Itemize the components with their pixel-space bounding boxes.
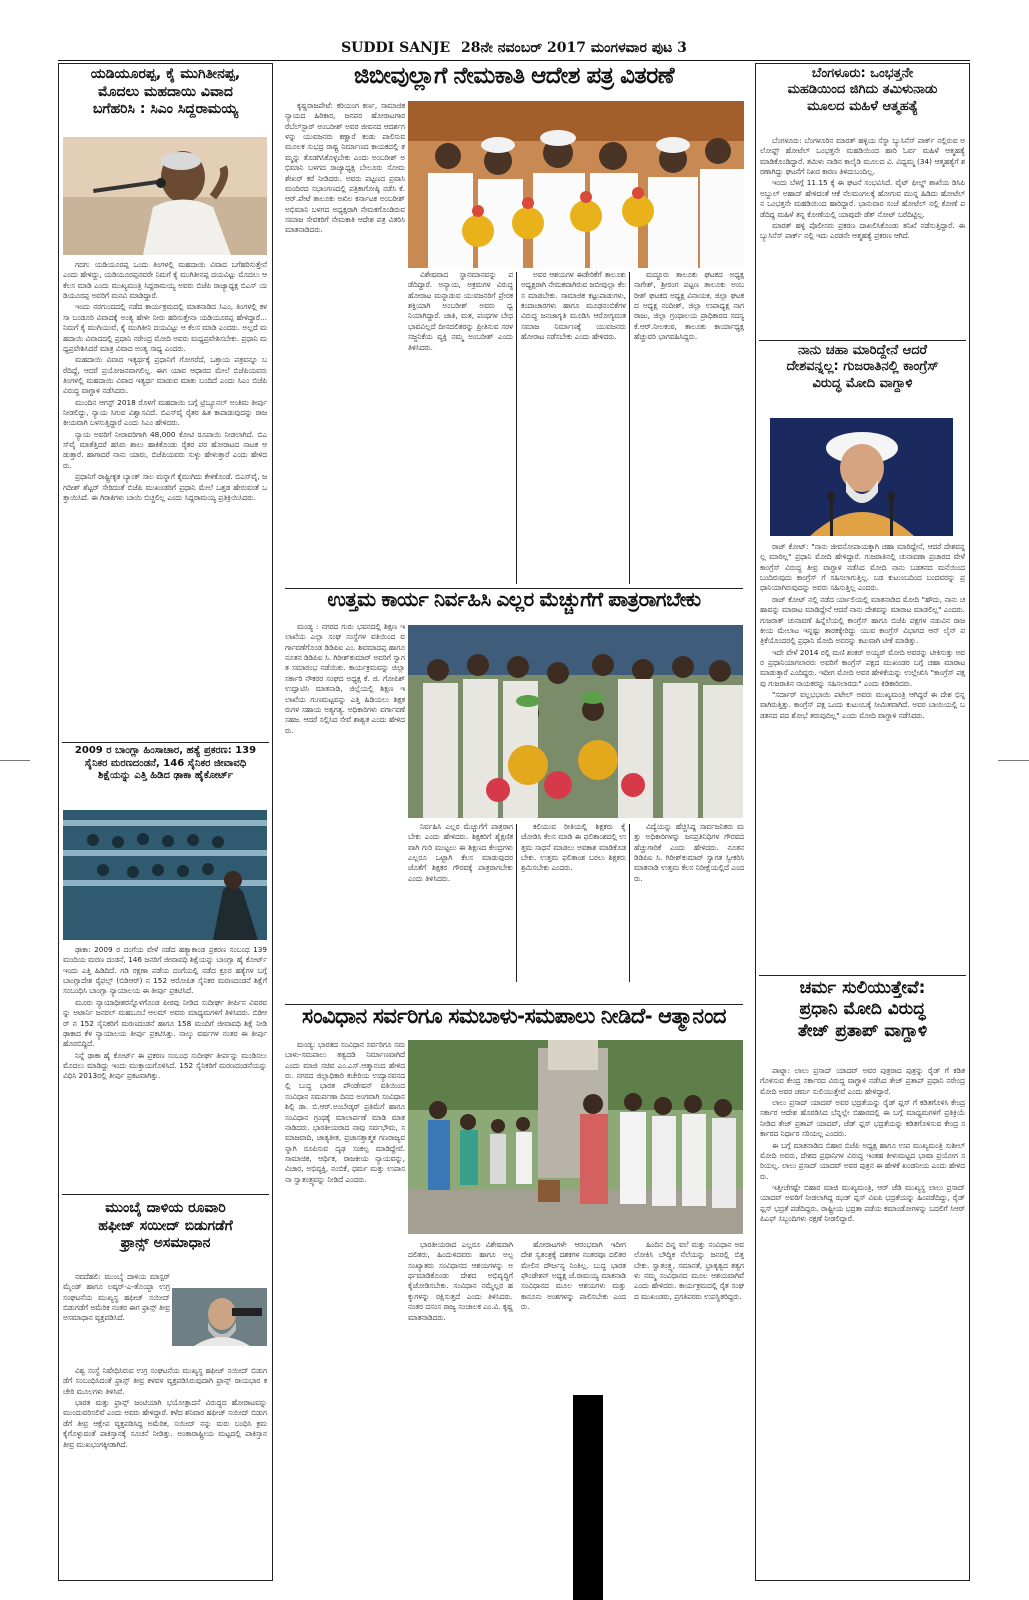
- page-masthead: [58, 40, 970, 60]
- left-story3-headline-line1: ಮುಂಬೈ ದಾಳಿಯ ರೂವಾರಿ: [105, 1200, 226, 1216]
- center-story1-para: ಅವರ ಆಶಯಗಳ ಈಡೇರಿಕೆಗೆ ತಾಲೂಕು ಅಧ್ಯಕ್ಷರಾಗಿ ನೇಮಕವಾಗಿರುವ ಜಬೀವುಲ್ಲಾ ಕೆಲಸ ಮಾಡಬೇಕು. ಸಾಮಾಜಿಕ ಕಟ್ಟುಪಾಡುಗಳು, ಕಂದಾಚಾರಗಳು ಹಾಗೂ ಮೂಢನಂಬಿಕೆಗಳ ವಿರುದ್ಧ ಜನಜಾಗೃತಿ ಮೂಡಿಸಿ ಆರೋಗ್ಯವಂತ ಸಮಾಜ ನಿರ್ಮಾಣಕ್ಕೆ ಯುವಜನರು ಹೋರಾಟ ನಡೆಸಬೇಕು ಎಂದು ಹೇಳಿದರು.: [521, 270, 626, 342]
- left-story3-intro-para: ನವದೆಹಲಿ: ಮುಂಬೈ ದಾಳಿಯ ಮಾಸ್ಟರ್ ಮೈಂಡ್ ಹಾಗೂ ಲಷ್ಕರ್-ಎ-ತೊಯ್ಬಾ ಉಗ್ರ ಸಂಘಟನೆಯ ಮುಖ್ಯಸ್ಥ ಹಫೀಜ್ ಸಯೀದ್ ಬಿಡುಗಡೆಗೆ ಅಮೆರಿಕ ನಂತರ ಈಗ ಫ್ರಾನ್ಸ್ ತೀವ್ರ ಅಸಮಾಧಾನ ವ್ಯಕ್ತಪಡಿಸಿದೆ.: [63, 1272, 170, 1323]
- center-story2-col3: [634, 822, 744, 985]
- center-story3-para: ಹೋರಾಟಗಳೇ ಆರಂಭವಾಗಿ ಇದೀಗ ದೇಶ ಸ್ವತಂತ್ರಕ್ಕೆ ದಶಕಗಳ ನಂತರವೂ ದಲಿತರ ಮೇಲಿನ ದೌರ್ಜನ್ಯ ನಿಂತಿಲ್ಲ. ಬುದ್ಧ ಭಾರತ ಫೌಂಡೇಶನ್ ಅಧ್ಯಕ್ಷ ಜೆ.ರಾಮಯ್ಯ ಮಾತನಾಡಿ ಸಂವಿಧಾನದ ಮೂಲ ಆಶಯಗಳು ಮತ್ತು ಕಾನೂನು ಅಂಶಗಳನ್ನು ಪಾಲಿಸಬೇಕು ಎಂದರು.: [521, 1240, 626, 1312]
- hafiz-saeed-photo: [172, 1288, 267, 1346]
- right-story1-para: ಇಂದು ಬೆಳಗ್ಗೆ 11.15 ಕ್ಕೆ ಈ ಘಟನೆ ಸಂಭವಿಸಿದೆ. ವೈಟ್ ಫೀಲ್ಡ್ ಶಾಖೆಯ ಡಿಸಿಪಿ ಅಬ್ದುಲ್ ಅಹಾದ್ ಹೇಳಿದಂತೆ ಆಕೆ ನೆಲಮಂಗಲಕ್ಕೆ ಹೋಗುವ ಮುನ್ನ ಹಿಡಿದು ಹೋಟೆಲ್ ನ ಒಂಭತ್ತನೇ ಮಹಡಿಯಿಂದ ಹಾರಿದ್ದಾರೆ. ಭಾನುವಾರ ಸಂಜೆ ಹೋಟೆಲ್ ನಲ್ಲಿ ಕೋಣೆ ಪಡೆದಿದ್ದ ಮಹಿಳೆ ತನ್ನ ಕೋಣೆಯಲ್ಲಿ ಯಾವುದೇ ಡೆತ್ ನೋಟ್ ಬರೆದಿಟ್ಟಿಲ್ಲ.: [760, 178, 965, 219]
- right-story3-para: ಈ ಬಗ್ಗೆ ಮಾತನಾಡಿದ ಬಿಹಾರ ಬಿಜೆಪಿ ಅಧ್ಯಕ್ಷ ಹಾಗೂ ಉಪ ಮುಖ್ಯಮಂತ್ರಿ ಸುಶೀಲ್ ಮೋದಿ ಅವರು, ದೇಶದ ಪ್ರಧಾನಿಗಳ ವಿರುದ್ಧ ಇಂತಹ ಕೀಳುಮಟ್ಟದ ಭಾಷಾ ಪ್ರಯೋಗ ಸರಿಯಲ್ಲ. ಲಾಲು ಪ್ರಸಾದ್ ಯಾದವ್ ಅವರ ಪುತ್ರನ ಈ ಹೇಳಿಕೆ ಖಂಡನೀಯ ಎಂದು ಹೇಳಿದರು.: [760, 1140, 965, 1181]
- right-story3-body: [760, 1066, 965, 1576]
- right-story2-headline-line2: ದೇಶವನ್ನಲ್ಲ: ಗುಜರಾತಿನಲ್ಲಿ ಕಾಂಗ್ರೆಸ್: [786, 359, 939, 375]
- center-col-sep-4: [629, 824, 630, 982]
- center-story1-col3: [634, 270, 744, 588]
- constitution-day-photo: [408, 1040, 743, 1234]
- left-story1-headline-line3: ಬಗೆಹರಿಸಿ : ಸಿಎಂ ಸಿದ್ದರಾಮಯ್ಯ: [92, 101, 239, 117]
- left-story3-intro: [63, 1272, 170, 1366]
- center-story1-headline: ಜಿಬೀವುಲ್ಲಾಗೆ ನೇಮಕಾತಿ ಆದೇಶ ಪತ್ರ ವಿತರಣೆ: [353, 64, 675, 89]
- center-col-sep-2: [629, 272, 630, 584]
- bangladesh-soldiers-photo: [63, 810, 267, 940]
- right-story2-headline-line3: ವಿರುದ್ಧ ಮೋದಿ ವಾಗ್ದಾಳಿ: [812, 375, 913, 391]
- left-story1-headline-line2: ಮೊದಲು ಮಹದಾಯಿ ವಿವಾದ: [98, 83, 233, 100]
- center-story1-para: ವಿಶೇಷವಾದ ಸ್ಥಾನಮಾನವನ್ನು ಪಡೆದಿದ್ದಾರೆ. ಅನ್ಯಾಯ, ಅಕ್ರಮಗಳ ವಿರುದ್ಧ ಹೋರಾಟ ಮನ್ನಾಡುವ ಯುವಜನರಿಗೆ ಪ್ರೇರಕಶಕ್ತಿಯಾಗಿ ಅಂಬರೀಶ್ ಅವರು ಧ್ವನಿಯಾಗಿದ್ದಾರೆ. ಜಾತಿ, ಮತ, ಪಂಥಗಳ ಬೇಧಭಾವವಿಲ್ಲದೆ ದೀನದಲಿತರನ್ನು ಪ್ರೀತಿಸುವ ಸರಳ ಸಜ್ಜನಿಕೆಯ ವ್ಯಕ್ತಿ ನಮ್ಮ ಅಂಬರೀಶ್ ಎಂದು ತಿಳಿಸಿದರು.: [408, 270, 513, 352]
- right-story1-para: ಮಾರತ್ ಹಳ್ಳಿ ಪೊಲೀಸರು ಪ್ರಕರಣ ದಾಖಲಿಸಿಕೊಂಡು ತನಿಖೆ ನಡೆಸುತ್ತಿದ್ದಾರೆ. ಈ ಬ್ಯುಸಿನೆಸ್ ಪಾರ್ಕ್ ನಲ್ಲಿ ಇದು ಎರಡನೇ ಆತ್ಮಹತ್ಯೆ ಪ್ರಕರಣ ಆಗಿದೆ.: [760, 220, 965, 241]
- left-story2-headline: [62, 745, 269, 805]
- left-divider-2: [62, 1194, 269, 1195]
- center-story1-para: ಮದ್ದೂರು ತಾಲೂಕು ಘಟಕದ ಅಧ್ಯಕ್ಷ ನಾಗೇಶ್, ಶ್ರೀರಂಗ ಪಟ್ಟಣ ತಾಲೂಕು ಅಂಬರೀಶ್ ಘಟಕದ ಅಧ್ಯಕ್ಷ ವಿನಾಯಕ, ಜಿಲ್ಲಾ ಘಟಕದ ಅಧ್ಯಕ್ಷ ನಂದೀಶ್, ಜಿಲ್ಲಾ ಉಪಾಧ್ಯಕ್ಷ ನಾಗರಾಜು, ಜಿಲ್ಲಾ ಗ್ರಂಥಾಲಯ ಪ್ರಾಧಿಕಾರದ ಸದಸ್ಯ ಕೆ.ಆರ್.ನೀಲಕಂಠ, ತಾಲೂಕು ಕಾರ್ಯಾಧ್ಯಕ್ಷ ಹೆಚ್ಚುವರಿ ಭಾಗವಹಿಸಿದ್ದರು.: [634, 270, 744, 342]
- right-story3-headline-line3: ತೇಜ್ ಪ್ರತಾಪ್ ವಾಗ್ದಾಳಿ: [797, 1020, 928, 1041]
- center-story2-side-para: ಮಂಡ್ಯ : ನಗರದ ಗುರು ಭವನದಲ್ಲಿ ಶಿಕ್ಷಣ ಇಲಾಖೆಯ ಎಲ್ಲಾ ಸಂಘ ಸಂಸ್ಥೆಗಳ ವತಿಯಿಂದ ವರ್ಗಾವಣೆಗೊಂಡ ಡಿಡಿಪಿಐ ಎಂ. ಶಿವಮಾದಪ್ಪ ಹಾಗೂ ನೂತನ ಡಿಡಿಪಿಐ ಸಿ. ಗಿರೀಶ್‌ಕುಮಾರ್ ಅವರಿಗೆ ಸ್ವಾಗತ ಸಮಾರಂಭ ನಡೆಯಿತು. ಕಾರ್ಯಕ್ರಮವನ್ನು ಜಿಲ್ಲಾ ಸರ್ಕಾರಿ ನೌಕರರ ಸಂಘದ ಅಧ್ಯಕ್ಷ ಕೆ. ಜಿ. ಗೋಪಿಶ್ ಉದ್ಘಾಟಿಸಿ ಮಾತನಾಡಿ, ಜಿಲ್ಲೆಯಲ್ಲಿ ಶಿಕ್ಷಣ ಇಲಾಖೆಯ ಗುಣಮಟ್ಟವನ್ನು ಎತ್ತಿ ಹಿಡಿಯಲು ಶಿಕ್ಷಕರುಗಳ ಸಹಾಯ ಅತ್ಯಗತ್ಯ. ಅಧಿಕಾರಿಗಳು ವರ್ಗಾವಣೆ ಸಹಜ. ಆದರೆ ಸಲ್ಲಿಸಿದ ಸೇವೆ ಶಾಶ್ವತ ಎಂದು ಹೇಳಿದರು.: [285, 622, 405, 735]
- left-story2-headline-line3: ಶಿಕ್ಷೆಯನ್ನು ಎತ್ತಿ ಹಿಡಿದ ಢಾಕಾ ಹೈಕೋರ್ಟ್: [98, 770, 233, 781]
- center-story2-para: ಕಲಿಯುವ ರೀತಿಯಲ್ಲಿ ಶಿಕ್ಷಕರು ಕೈ ಜೋಡಿಸಿ ಕೆಲಸ ಮಾಡಿ ಈ ಫಲಿತಾಂಶದಲ್ಲಿ ಉತ್ತಮ ಸಾಧನೆ ಮಾಡಲು ಅವಕಾಶ ಮಾಡಿಕೊಡಬೇಕು. ಉತ್ತಮ ಫಲಿತಾಂಶ ಬರಲು ಶಿಕ್ಷಕರು ಶ್ರಮಿಸಬೇಕು ಎಂದರು.: [521, 822, 626, 873]
- center-story1-col2: [521, 270, 626, 588]
- center-story3-side-para: ಮಂಡ್ಯ: ಭಾರತದ ಸಂವಿಧಾನ ಸರ್ವರಿಗೂ ಸಮಬಾಳು-ಸಮಪಾಲು ತತ್ವದಡಿ ನಿರ್ಮಾಣವಾಗಿದೆ ಎಂದು ಮಾಜಿ ಸಚಿವ ಎಂ.ಎಸ್.ಆತ್ಮಾನಂದ ಹೇಳಿದರು. ನಗರದ ಜಿಲ್ಲಾಧಿಕಾರಿ ಕಚೇರಿಯ ಉದ್ಯಾನವನದಲ್ಲಿ ಬುದ್ಧ ಭಾರತ ಪೌಂಡೇಷನ್ ವತಿಯಿಂದ ಸಂವಿಧಾನ ಸಮರ್ಪಣಾ ದಿನದ ಅಂಗವಾಗಿ ಸಂವಿಧಾನ ಶಿಲ್ಪಿ ಡಾ. ಬಿ.ಆರ್.ಅಂಬೇಡ್ಕರ್ ಪ್ರತಿಮೆಗೆ ಹಾಗೂ ಸಂವಿಧಾನ ಗ್ರಂಥಕ್ಕೆ ಮಾಲಾರ್ಪಣೆ ಮಾಡಿ ಮಾತನಾಡಿದರು. ಭಾರತೀಯರಾದ ನಾವು ಸರ್ವಭೌಮ, ಸಮಾಜವಾದಿ, ಜಾತ್ಯತೀತ, ಪ್ರಜಾಸತ್ತಾತ್ಮಕ ಗಣರಾಜ್ಯವನ್ನಾಗಿ ರೂಪಿಸುವ ದೃಢ ಸಂಕಲ್ಪ ಮಾಡಿದ್ದೇವೆ. ಸಾಮಾಜಿಕ, ಆರ್ಥಿಕ, ರಾಜಕೀಯ ನ್ಯಾಯವನ್ನು, ವಿಚಾರ, ಅಭಿವ್ಯಕ್ತಿ, ನಂಬಿಕೆ, ಧರ್ಮ ಮತ್ತು ಉಪಾಸನಾ ಸ್ವಾತಂತ್ರ್ಯವನ್ನು ನೀಡಿದೆ ಎಂದರು.: [285, 1040, 405, 1184]
- right-divider-2: [759, 975, 966, 976]
- right-story1-headline: [759, 66, 966, 132]
- right-story2-headline-line1: ನಾನು ಚಹಾ ಮಾರಿದ್ದೇನೆ ಆದರೆ: [797, 343, 928, 358]
- right-story1-headline-line3: ಮೂಲದ ಮಹಿಳೆ ಆತ್ಮಹತ್ಯೆ: [807, 98, 918, 114]
- center-col-sep-3: [516, 824, 517, 982]
- center-story2-headline: ಉತ್ತಮ ಕಾರ್ಯ ನಿರ್ವಹಿಸಿ ಎಲ್ಲರ ಮೆಚ್ಚುಗೆಗೆ ಪಾತ್ರರಾಗಬೇಕು: [327, 588, 701, 611]
- paper-name: SUDDI SANJE: [341, 40, 451, 56]
- right-story3-para: ಪಾಟ್ನಾ: ಲಾಲು ಪ್ರಸಾದ್ ಯಾದವ್ ಅವರ ಪುತ್ರರಾದ ಪುತ್ರನ್ನು ರೈಡ್ ಗೆ ಕಡಿತಗೊಳಿಸುವ ಕೇಂದ್ರ ಸರ್ಕಾರದ ವಿರುದ್ಧ ವಾಗ್ದಾಳಿ ನಡೆಸಿದ ತೇಜ್ ಪ್ರತಾಪ್ ಪ್ರಧಾನಿ ನರೇಂದ್ರ ಮೋದಿ ಅವರ ಚರ್ಮ ಸುಲಿಯುತ್ತೇವೆ ಎಂದು ಹೇಳಿದ್ದಾರೆ.: [760, 1066, 965, 1096]
- right-story1-headline-line2: ಮಹಡಿಯಿಂದ ಜಿಗಿದು ತಮಿಳುನಾಡು: [787, 82, 938, 98]
- left-divider-1: [62, 742, 269, 743]
- felicitation-photo-2: [408, 625, 743, 818]
- center-story3-side-text: [285, 1040, 405, 1580]
- left-story1-para: ಮಹದಾಯಿ ವಿವಾದ ಇತ್ಯರ್ಥಕ್ಕೆ ಪ್ರಧಾನಿಗೆ ಗೋಗರೆದೆ, ಒತ್ತಾಯ ಪತ್ರವನ್ನೂ ಬರೆದಿದ್ದೆ, ಆದರೆ ಪ್ರಯೋಜನವಾಗಲಿಲ್ಲ. ಈಗ ಯಾವ ಆಧಾರದ ಮೇಲೆ ಬಿಜೆಪಿಯವರು ತಿಂಗಳಲ್ಲಿ ಮಹದಾಯಿ ವಿವಾದ ಇತ್ಯರ್ಥ ಮಾಡುವ ಮಾತು ಬಂದಿದೆ ಎಂದು ಸಿಎಂ ಬಿಜೆಪಿ ವಿರುದ್ಧ ವಾಗ್ದಾಳಿ ನಡೆಸಿದರು.: [63, 355, 267, 396]
- right-story1-headline-line1: ಬೆಂಗಳೂರು: ಒಂಭತ್ತನೇ: [811, 66, 914, 81]
- left-story1-para: ಮುಂದಿನ ಆಗಸ್ಟ್ 2018 ರೊಳಗೆ ಮಹದಾಯಿ ಬಗ್ಗೆ ಟ್ರಿಬ್ಯೂನಲ್ ಅಂತಿಮ ತೀರ್ಪು ನೀಡಲಿದ್ದು, ನ್ಯಾಯ ಸಿಗುವ ವಿಶ್ವಾಸವಿದೆ. ಬಿಎಸ್‌ವೈ ರೈತರ ಹಿತ ಕಾಪಾಡುವುದನ್ನು ರಾಜಕೀಯವಾಗಿ ಬಳಸುತ್ತಿದ್ದಾರೆ ಎಂದು ಸಿಎಂ ಹೇಳಿದರು.: [63, 397, 267, 428]
- center-story1-side-text: [285, 101, 405, 267]
- left-story1-headline-line1: ಯಡಿಯೂರಪ್ಪ, ಕೈ ಮುಗಿತೀನಪ್ಪ,: [90, 66, 241, 82]
- center-story1-side-para: ಕೃಷ್ಣರಾಜಪೇಟೆ: ಕರಿಯಂಗ ಕರ್ಣ, ಸಾಮಾಜಿಕ ನ್ಯಾಯದ ಹಿರಿಕಾರ, ಜನಪರ ಹೋರಾಟಗಾರ ರೆಬೆಲ್‌ಸ್ಟಾರ್ ಅಂಬರೀಶ್ ಅವರ ಜೀವನದ ಆದರ್ಶಗಳನ್ನು ಯುವಜನರು ಕಣ್ಣಾರೆ ಕಂಡು ಪಾಲಿಸುವ ಮೂಲಕ ಸುಭದ್ರ ರಾಷ್ಟ್ರ ನಿರ್ಮಾಣದ ಕಾಯಕದಲ್ಲಿ ತಮ್ಮನ್ನು ತೊಡಗಿಸಿಕೊಳ್ಳಬೇಕು ಎಂದು ಅಂಬರೀಶ್ ಅಭಿಮಾನಿ ಬಳಗದ ರಾಜ್ಯಾಧ್ಯಕ್ಷ ಬೇಲೂರು ಸೋಮಶೇಖರ್ ಕರೆ ನೀಡಿದರು. ಅವರು ಪಟ್ಟಣದ ಪ್ರವಾಸಿ ಮಂದಿರದ ಸಭಾಂಗಣದಲ್ಲಿ ಪತ್ರಿಕಾಗೋಷ್ಠಿ ನಡೆಸಿ ಕೆ.ಆರ್.ಪೇಟೆ ತಾಲೂಕು ಅಖಿಲ ಕರ್ನಾಟಕ ಅಂಬರೀಶ್ ಅಭಿಮಾನಿ ಬಳಗದ ಅಧ್ಯಕ್ಷರಾಗಿ ನೇಮಕಗೊಂಡಿರುವ ಸಮಾಜ ಸೇವಕರಿಗೆ ನೇಮಕಾತಿ ಆದೇಶ ಪತ್ರ ವಿತರಿಸಿ ಮಾತನಾಡಿದರು.: [285, 101, 405, 235]
- center-story2-col1: [408, 822, 513, 985]
- center-story1-col1: [408, 270, 513, 588]
- left-story3-para: ಭಾರತ ಮತ್ತು ಫ್ರಾನ್ಸ್ ಜಂಟಿಯಾಗಿ ಭಯೋತ್ಪಾದನೆ ವಿರುದ್ಧದ ಹೋರಾಟವನ್ನು ಮುಂದುವರಿಸಲಿವೆ ಎಂದು ಅವರು ಹೇಳಿದ್ದಾರೆ. ಕಳೆದ ಶನಿವಾರ ಹಫೀಜ್ ಸಯೀದ್ ಬಿಡುಗಡೆಗೆ ತೀವ್ರ ಆಕ್ಷೇಪ ವ್ಯಕ್ತಪಡಿಸಿದ್ದ ಅಮೆರಿಕ, ಸಯೀದ್ ನನ್ನು ಮರು ಬಂಧಿಸಿ ಕ್ರಮ ಕೈಗೊಳ್ಳುವಂತೆ ಪಾಕಿಸ್ತಾನಕ್ಕೆ ಸೂಚನೆ ನೀಡಿತ್ತು. ಅಂತಾರಾಷ್ಟ್ರೀಯ ಮಟ್ಟದಲ್ಲಿ ಪಾಕಿಸ್ತಾನ ತೀವ್ರ ಮುಖಭಂಗಕ್ಕೀಡಾಗಿದೆ.: [63, 1398, 267, 1449]
- center-col-sep-1: [516, 272, 517, 584]
- left-story3-headline-line3: ಫ್ರಾನ್ಸ್ ಅಸಮಾಧಾನ: [120, 1235, 211, 1251]
- right-story2-headline: [759, 343, 966, 409]
- left-story2-body: [63, 945, 267, 1190]
- left-story1-body: [63, 260, 267, 738]
- right-story2-para: ಇದೇ ವೇಳೆ 2014 ರಲ್ಲಿ ಮಣಿ ಶಂಕರ್ ಅಯ್ಯರ್ ಮೋದಿ ಅವರನ್ನು ಟೀಕಿಸುತ್ತು ಅವರ ಪ್ರಧಾನಿಯಾಗಲಾರರು ಅವರಿಗೆ ಕಾಂಗ್ರೆಸ್ ಪಕ್ಷದ ಮುಖಂಡರ ಬಗ್ಗೆ ಚಹಾ ಮಾರಾಟ ಮಾಡುತ್ತಾರೆ ಎಂದಿದ್ದರು. ಇದೀಗ ಮೋದಿ ಅವರ ಹೇಳಿಕೆಯನ್ನು ಉಲ್ಲೇಖಿಸಿ "ಕಾಂಗ್ರೆಸ್ ಪಕ್ಷವು ಗುಜರಾತಿನ ನಾಯಕರನ್ನು ಸಹಿಸಲಾರದು" ಎಂದು ಕಿಡಿಕಾರಿದರು.: [760, 647, 965, 688]
- right-story1-body: [760, 136, 965, 338]
- center-story3-col1: [408, 1240, 513, 1580]
- center-story3-headline: ಸಂವಿಧಾನ ಸರ್ವರಿಗೂ ಸಮಬಾಳು-ಸಮಪಾಲು ನೀಡಿದೆ- ಆತ್ಮಾನಂದ: [302, 1005, 726, 1028]
- right-story2-para: "ಸರ್ದಾರ್ ವಲ್ಲಭಭಾಯಿ ಪಟೇಲ್ ಅವರು ಮುಖ್ಯಮಂತ್ರಿ ಆಗಿದ್ದರೆ ಈ ದೇಶ ಭಿನ್ನವಾಗಿರುತ್ತಿತ್ತು. ಕಾಂಗ್ರೆಸ್ ಪಕ್ಷ ಒಂದು ಕುಟುಂಬಕ್ಕೆ ಸೀಮಿತವಾಗಿದೆ. ಅವರ ಬಾಯಿಯಲ್ಲಿ ಬಡತನದ ಪದ ಶೋಭೆ ತರುವುದಿಲ್ಲ" ಎಂದು ಮೋದಿ ವಾಗ್ದಾಳಿ ನಡೆಸಿದರು.: [760, 690, 965, 720]
- right-story3-para: ಲಾಲು ಪ್ರಸಾದ್ ಯಾದವ್ ಅವರ ಭದ್ರತೆಯನ್ನು ರೈಡ್ ಫ್ಲಸ್ ಗೆ ಕಡಿತಗೊಳಿಸಿ ಕೇಂದ್ರ ಸರ್ಕಾರ ಆದೇಶ ಹೊರಡಿಸಿದ ಬೆನ್ನಲ್ಲೇ ಬಿಹಾರದಲ್ಲಿ ಈ ಬಗ್ಗೆ ಮಾಧ್ಯಮಗಳಿಗೆ ಪ್ರತಿಕ್ರಿಯೆ ನೀಡಿದ ತೇಜ್ ಪ್ರತಾಪ್ ಯಾದವ್, ಜೆಡ್ ಫ್ಲಸ್ ಭದ್ರತೆಯನ್ನು ಕಡಿತಗೊಳಿಸುವ ಕೇಂದ್ರ ಸರ್ಕಾರದ ನಿರ್ಧಾರ ಸರಿಯಲ್ಲ ಎಂದರು.: [760, 1098, 965, 1139]
- right-story3-headline-line1: ಚರ್ಮ ಸುಲಿಯುತ್ತೇವೆ:: [799, 978, 926, 998]
- left-story2-headline-line2: ಸೈನಿಕರ ಮರಣದಂಡನೆ, 146 ಸೈನಿಕರ ಜೀವಾವಧಿ: [84, 757, 247, 769]
- left-story2-para: ನಿನ್ನೆ ಢಾಕಾ ಹೈ ಕೋರ್ಟ್ ಈ ಪ್ರಕರಣ ಸಂಬಂಧ ಸುದೀರ್ಘ ತೀರ್ಪನ್ನು ಮಂಡಿಸಲು ಮೊದಲು ಮಾಡಿದ್ದು ಇಂದು ಮುಕ್ತಾಯಗೊಳಿಸಿದೆ. 152 ಸೈನಿಕರಿಗೆ ಮರಣದಂಡನೆಯನ್ನು ವಿಧಿಸಿ 2013ರಲ್ಲಿ ತೀರ್ಪು ಪ್ರಕಟವಾಗಿತ್ತು.: [63, 1050, 267, 1081]
- felicitation-photo-1: [408, 101, 744, 268]
- right-story2-para: ರಾಜ್ ಕೋಟ್: "ನಾನು ಜೀವನೋಪಾಯಕ್ಕಾಗಿ ಚಹಾ ಮಾರಿದ್ದೇನೆ, ಆದರೆ ದೇಶವನ್ನಲ್ಲ ಮಾರಿಲ್ಲ" ಪ್ರಧಾನಿ ಮೋದಿ ಹೇಳಿದ್ದಾರೆ. ಗುಜರಾತಿನಲ್ಲಿ ಚುನಾವಣಾ ಪ್ರಚಾರದ ವೇಳೆ ಕಾಂಗ್ರೆಸ್ ವಿರುದ್ಧ ತೀವ್ರ ವಾಗ್ದಾಳಿ ನಡೆಸಿದ ಮೋದಿ ನಾನು ಬಡತನದ ಮನೆಯಿಂದ ಬಂದಿರುವುದು ಕಾಂಗ್ರೆಸ್ ಗೆ ಸಹಿಸಲಾಗುತ್ತಿಲ್ಲ. ಬಡ ಕುಟುಂಬದಿಂದ ಬಂದವರನ್ನು ಪ್ರಧಾನಿಯಾಗಿರುವುದನ್ನು ಅವರು ಸಹಿಸುತ್ತಿಲ್ಲ ಎಂದರು.: [760, 542, 965, 593]
- center-story2-para: ನಿರ್ವಹಿಸಿ ಎಲ್ಲರ ಮೆಚ್ಚುಗೆಗೆ ಪಾತ್ರರಾಗಬೇಕು ಎಂದು ಹೇಳಿದರು. ಶಿಕ್ಷಕರಿಗೆ ಶೈಕ್ಷಣಿಕವಾಗಿ ಗುರಿ ಮುಟ್ಟಲು ಈ ಶಿಕ್ಷಣದ ಕೇಂದ್ರಗಳು ಎಲ್ಲರೂ ಒಟ್ಟಾಗಿ ಕೆಲಸ ಮಾಡುವುದರ ಜೊತೆಗೆ ಶಿಕ್ಷಕರ ಗೌರವಕ್ಕೆ ಪಾತ್ರರಾಗಬೇಕು ಎಂದು ತಿಳಿಸಿದರು.: [408, 822, 513, 883]
- left-story3-para: ವಿಶ್ವ ಸಂಸ್ಥೆ ನಿಷೇಧಿಸಿರುವ ಉಗ್ರ ಸಂಘಟನೆಯ ಮುಖ್ಯಸ್ಥ ಹಫೀಜ್ ಸಯೀದ್ ಬಿಡುಗಡೆಗೆ ಸಂಬಂಧಿಸಿದಂತೆ ಫ್ರಾನ್ಸ್ ತೀವ್ರ ಕಳವಳ ವ್ಯಕ್ತಪಡಿಸಿರುವುದಾಗಿ ಫ್ರಾನ್ಸ್ ರಾಯಭಾರ ಕಚೇರಿ ಮೂಲಗಳು ತಿಳಿಸಿವೆ.: [63, 1366, 267, 1396]
- right-story3-headline-line2: ಪ್ರಧಾನಿ ಮೋದಿ ವಿರುದ್ಧ: [799, 999, 926, 1020]
- left-story2-para: ಢಾಕಾ: 2009 ರ ದಂಗೆಯ ವೇಳೆ ನಡೆದ ಹತ್ಯಾಕಾಂಡ ಪ್ರಕರಣ ಸಂಬಂಧ 139 ಮಂದಿಯ ಮರಣ ದಂಡನೆ, 146 ಜನರಿಗೆ ಜೀವಾವಧಿ ಶಿಕ್ಷೆಯನ್ನು ಬಾಂಗ್ಲಾ ಹೈ ಕೋರ್ಟ್ ಇಂದು ಎತ್ತಿ ಹಿಡಿದಿದೆ. ಗಡಿ ರಕ್ಷಣಾ ಪಡೆಯ ದಂಗೆಯಲ್ಲಿ ನಡೆದ ಕ್ರೂರ ಹತ್ಯೆಗಳ ಬಗ್ಗೆ ಬಾಂಗ್ಲಾದೇಶ ರೈಫಲ್ಸ್ (ಬಿಡಿಆರ್) ನ 152 ಆರೋಪಿತ ಸೈನಿಕರ ಮರಣದಂಡನೆ ಶಿಕ್ಷೆಗೆ ಸಂಬಂಧಿಸಿ ಬಾಂಗ್ಲಾ ನ್ಯಾಯಾಲಯ ಈ ತೀರ್ಪು ಪ್ರಕಟಿಸಿದೆ.: [63, 945, 267, 996]
- siddaramaiah-speech-photo: [63, 137, 267, 255]
- left-story1-para: ಗದಗ: ಯಡಿಯೂರಪ್ಪ ಒಂದು ತಿಂಗಳಲ್ಲಿ ಮಹದಾಯಿ ವಿವಾದ ಬಗೆಹರಿಸುತ್ತೇನೆ ಎಂದು ಹೇಳಿದ್ದು, ಯಡಿಯೂರಪ್ಪನವರೇ ನಿಮಗೆ ಕೈ ಮುಗಿತೀನಪ್ಪ ದಯವಿಟ್ಟು ಮೊದಲು ಆ ಕೆಲಸ ಮಾಡಿ ಎಂದು ಮುಖ್ಯಮಂತ್ರಿ ಸಿದ್ದರಾಮಯ್ಯ ಅವರು ಬಿಜೆಪಿ ರಾಜ್ಯಾಧ್ಯಕ್ಷ ಬಿಎಸ್ ಯಡಿಯೂರಪ್ಪ ಅವರಿಗೆ ಮನವಿ ಮಾಡಿದ್ದಾರೆ.: [63, 260, 267, 301]
- center-story3-para: ಹಿಂದಿನ ದಿನ್ನ ವಲೆ ಮತ್ತು ಸಂವಿಧಾನ ಅವಲೋಕಿಸಿ ಬೌದ್ಧಿಕ ನೆಲೆಯನ್ನು ಜನರಲ್ಲಿ ಬಿತ್ತಬೇಕು. ಸ್ವಾತಂತ್ರ್ಯ, ಸಮಾನತೆ, ಭ್ರಾತೃತ್ವದ ತತ್ವಗಳು ನಮ್ಮ ಸಂವಿಧಾನದ ಮೂಲ ಆಶಯವಾಗಿವೆ ಎಂದು ಹೇಳಿದರು. ಕಾರ್ಯಕ್ರಮದಲ್ಲಿ ರೈತ ಸಂಘದ ಮುಖಂಡರು, ಪ್ರಗತಿಪರರು ಉಪಸ್ಥಿತರಿದ್ದರು.: [634, 1240, 744, 1301]
- left-story3-headline-line2: ಹಫೀಜ್ ಸಯೀದ್ ಬಿಡುಗಡೆಗೆ: [98, 1217, 233, 1234]
- right-story1-para: ಬೆಂಗಳೂರು: ಬೆಂಗಳೂರಿನ ಮಾರತ್ ಹಳ್ಳಿಯ ಸೆಸ್ನಾ ಬ್ಯುಸಿನೆಸ್ ಪಾರ್ಕ್ ನಲ್ಲಿರುವ ಅಲೋಫ್ಟ್ ಹೋಟೆಲ್ ಒಂಭತ್ತನೇ ಮಹಡಿಯಿಂದ ಹಾರಿ ಓರ್ವ ಮಹಿಳೆ ಆತ್ಮಹತ್ಯೆ ಮಾಡಿಕೊಂಡಿದ್ದಾರೆ. ತಮಿಳು ನಾಡಿನ ಕಾಲೈಡಿ ಮೂಲದ ವಿ. ವಿಧ್ಯಮ್ಮ (34) ಆತ್ಮಹತ್ಯೆಗೆ ಶರಣಾಗಿದ್ದು ಘಟನೆಗೆ ನಿಖರ ಕಾರಣ ತಿಳಿದುಬಂದಿಲ್ಲ.: [760, 136, 965, 177]
- right-divider-1: [759, 340, 966, 341]
- center-story2-para: ವಿದ್ಯೆಯನ್ನು ಹೆಚ್ಚಿಸಿದ್ದ ಸಾರ್ವಜನಿಕರು ಮತ್ತು ಅಧಿಕಾರಿಗಳನ್ನು ಜನಪ್ರತಿನಿಧಿಗಳ ಗೌರವದ ಹೆಚ್ಚುಗಾರಿಕೆ ಎಂದು ಹೇಳಿದರು. ನೂತನ ಡಿಡಿಪಿಐ ಸಿ. ಗಿರೀಶ್‌ಕುಮಾರ್ ಸ್ವಾಗತ ಸ್ವೀಕರಿಸಿ ಮಾತನಾಡಿ ಉತ್ತಮ ಕೆಲಸ ನಿರೀಕ್ಷೆಯಲ್ಲಿದೆ ಎಂದರು.: [634, 822, 744, 883]
- date-line: 28ನೇ ನವಂಬರ್ 2017 ಮಂಗಳವಾರ ಪುಟ 3: [461, 40, 687, 56]
- print-black-bar: [573, 1395, 603, 1600]
- center-story2-col2: [521, 822, 626, 985]
- left-story2-para: ಮೂರು ನ್ಯಾಯಾಧೀಶರನ್ನೊಳಗೊಂಡ ಪೀಠವು ನೀಡಿದ ಸುದೀರ್ಘ ತೀರ್ಪಿನ ವಿವರವನ್ನು ಅಟಾರ್ನಿ ಜನರಲ್ ಮಹಬೂಬೆ ಆಲಮ್ ಅವರು ಮಾಧ್ಯಮಗಳಿಗೆ ತಿಳಿಸಿದರು. ಬಿಡಿಆರ್ ನ 152 ಸೈನಿಕರಿಗೆ ಮರಣದಂಡನೆ ಹಾಗೂ 158 ಮಂದಿಗೆ ಜೀವಾವಧಿ ಶಿಕ್ಷೆ ನೀಡಿ ಢಾಕಾದ ಕೆಳ ನ್ಯಾಯಾಲಯ ತೀರ್ಪು ಪ್ರಕಟಿಸಿತ್ತು. ನಾಲ್ಕು ವರ್ಷಗಳ ನಂತರ ಈ ತೀರ್ಪು ಹೊರಬಿದ್ದಿದೆ.: [63, 997, 267, 1049]
- right-story2-para: ರಾಜ್ ಕೋಟ್ ನಲ್ಲಿ ನಡೆದ ರ್ಯಾಲಿಯಲ್ಲಿ ಮಾತನಾಡಿದ ಮೋದಿ "ಹೌದು, ನಾನು ಚಹಾವನ್ನು ಮಾರಾಟ ಮಾಡಿದ್ದೇನೆ ಆದರೆ ನಾನು ದೇಶವನ್ನು ಮಾರಾಟ ಮಾಡಲಿಲ್ಲ" ಎಂದರು. ಗುಜರಾತ್ ಚುನಾವಣೆ ಹಿನ್ನೆಲೆಯಲ್ಲಿ ಕಾಂಗ್ರೆಸ್ ಹಾಗೂ ಬಿಜೆಪಿ ಪಕ್ಷಗಳ ನಡುವಿನ ರಾಜಕೀಯ ಮೇಲಾಟ ಇನ್ನಷ್ಟು ತಾರಕಕ್ಕೇರಿದ್ದು ಯುವ ಕಾಂಗ್ರೆಸ್ ವಿಭಾಗದ ಆನ್ ಲೈನ್ ಪತ್ರಿಕೆಯೊಂದರಲ್ಲಿ ಪ್ರಧಾನಿ ಮೋದಿ ಅವರನ್ನು ಕಟುವಾಗಿ ಟೀಕೆ ಮಾಡಿತ್ತು.: [760, 594, 965, 646]
- left-story1-para: ಇಂದು ನರಗುಂದದಲ್ಲಿ ನಡೆದ ಕಾರ್ಯಕ್ರಮದಲ್ಲಿ ಮಾತನಾಡಿದ ಸಿಎಂ, ತಿಂಗಳಲ್ಲಿ ಕಳಸಾ ಬಂಡೂರಿ ವಿವಾದಕ್ಕೆ ಅಂತ್ಯ ಹೇಳೀ ನೀರು ಹರಿಸುತ್ತೇನಾ ಯಡಿಯೂರಪ್ಪ ಹೇಳಿದ್ದಾರೆ... ನಿಮಗೆ ಕೈ ಮುಗಿಯುವೆ, ಕೈ ಮುಗಿತೀನಿ ದಯವಿಟ್ಟು ಆ ಕೆಲಸ ಮಾಡಿ ಎಂದರು. ಅಲ್ಲದೆ ಮಹದಾಯಿ ವಿವಾದದಲ್ಲಿ ಪ್ರಧಾನಿ ನರೇಂದ್ರ ಮೋದಿ ಅವರು ಮಧ್ಯಪ್ರವೇಶಿಸಬೇಕು. ಪ್ರಧಾನಿ ಮಧ್ಯಪ್ರವೇಶಿಸಿದರೆ ಮಾತ್ರ ವಿವಾದ ಅಂತ್ಯ ಸಾಧ್ಯ ಎಂದರು.: [63, 302, 267, 353]
- left-story1-para: ನ್ಯಾಯ ಅವರಿಗೆ ನೀರಾವರಿಗಾಗಿ 48,000 ಕೋಟಿ ರೂಪಾಯಿ ನೀಡಲಾಗಿದೆ. ಬಿಎಸ್‌ವೈ ಮಾತೆತ್ತಿದರೆ ಹಸಿರು ಶಾಲು ಹಾಕಿಕೊಂಡು ರೈತರ ಪರ ಹೋರಾಟದ ನಾಟಕ ಆಡುತ್ತಾರೆ. ಹಾಗಾದರೆ ನಾನು ಯಾರು, ಬಿಜೆಪಿಯವರು ಸುಳ್ಳು ಹೇಳುತ್ತಾರೆ ಎಂದು ಹೇಳಿದರು.: [63, 429, 267, 470]
- modi-rally-photo: [770, 418, 953, 536]
- right-story2-body: [760, 542, 965, 974]
- left-story3-body: [63, 1366, 267, 1576]
- left-story1-para: ಪ್ರಧಾನಿಗೆ ರಾಷ್ಟ್ರೀಕೃತ ಬ್ಯಾಂಕ್ ಸಾಲ ಮನ್ನಾಗೆ ಕೈಮುಗಿದು ಕೇಳಿಕೊಂಡೆ. ಬಿಎಸ್‌ವೈ, ಜಗದೀಶ್ ಶೆಟ್ಟರ್ ಸೇರಿದಂತೆ ಬಿಜೆಪಿ ಮುಖಂಡರಿಗೆ ಪ್ರಧಾನಿ ಮೇಲೆ ಒತ್ತಡ ಹೇರುವಂತೆ ಒತ್ತಾಯಿಸಿದೆ. ಈ ಗಿರಾಕಿಗಳು ಬಾಯಿ ಬಿಚ್ಚಲಿಲ್ಲ ಎಂದು ಸಿದ್ದರಾಮಯ್ಯ ಪ್ರತಿಕ್ರಿಯಿಸಿದರು.: [63, 472, 267, 502]
- left-margin-tick: [0, 760, 30, 761]
- center-story3-col3: [634, 1240, 744, 1580]
- left-story2-headline-line1: 2009 ರ ಬಾಂಗ್ಲಾ ಹಿಂಸಾಚಾರ, ಹತ್ಯೆ ಪ್ರಕರಣ: 139: [74, 745, 257, 756]
- masthead-rule: [58, 60, 970, 61]
- left-story1-headline: [62, 66, 269, 130]
- center-story2-side-text: [285, 622, 405, 818]
- right-story3-para: ಇತ್ತೀಚೆಗಷ್ಟೇ ಬಿಹಾರ ಮಾಜಿ ಮುಖ್ಯಮಂತ್ರಿ, ಆರ್ ಜೆಡಿ ಮುಖ್ಯಸ್ಥ ಲಾಲು ಪ್ರಸಾದ್ ಯಾದವ್ ಅವರಿಗೆ ನೀಡಲಾಗಿದ್ದ ಝಡ್ ಪ್ಲಸ್ ವಿಐಪಿ ಭದ್ರತೆಯನ್ನು ಹಿಂಪಡೆದಿದ್ದು, ರೈಡ್ ಫ್ಲಸ್ ಭದ್ರತೆ ಪಡೆದಿದ್ದರು. ರಾಷ್ಟ್ರೀಯ ಭದ್ರತಾ ಪಡೆಯ ಕಮಾಂಡೋಗಳನ್ನು ಬದಲಿಗೆ ಸಿಆರ್ ಪಿಎಫ್ ಸಿಬ್ಬಂದಿಗಳು ರಕ್ಷಣೆ ನೀಡಲಿದ್ದಾರೆ.: [760, 1182, 965, 1224]
- right-margin-tick: [998, 760, 1029, 761]
- center-story3-para: ಭಾರತೀಯರಾದ ಎಲ್ಲರೂ ವಿಶೇಷವಾಗಿ ದಲಿತರು, ಹಿಂದುಳಿದವರು ಹಾಗೂ ಅಲ್ಪಸಂಖ್ಯಾತರು ಸಂವಿಧಾನದ ಆಶಯಗಳನ್ನು ಅರ್ಥಮಾಡಿಕೊಂಡು ದೇಶದ ಅಭಿವೃದ್ಧಿಗೆ ಕೈಜೋಡಿಸಬೇಕು. ಸಂವಿಧಾನ ನಮ್ಮೆಲ್ಲರ ಹಕ್ಕುಗಳನ್ನು ರಕ್ಷಿಸುತ್ತದೆ ಎಂದು ತಿಳಿಸಿದರು. ನಂತರ ದಸಂಸ ರಾಜ್ಯ ಸಂಚಾಲಕ ಎಂ.ವಿ. ಕೃಷ್ಣ ಮಾತನಾಡಿದರು.: [408, 1240, 513, 1322]
- right-story3-headline: [759, 978, 966, 1060]
- left-story3-headline: [62, 1200, 269, 1266]
